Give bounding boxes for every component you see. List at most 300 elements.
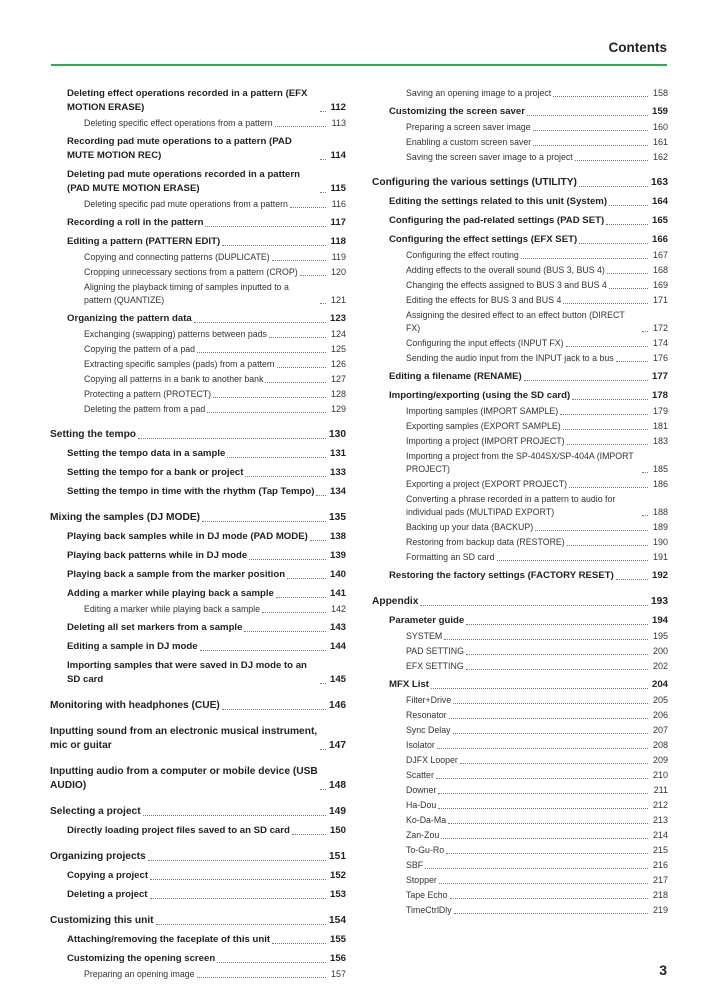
toc-entry-title: Directly loading project files saved to an SD card bbox=[67, 825, 290, 836]
toc-entry[interactable] bbox=[372, 352, 668, 365]
toc-entry[interactable] bbox=[372, 799, 668, 812]
toc-entry-page: 158 bbox=[652, 88, 668, 98]
toc-entry-title: Editing the effects for BUS 3 and BUS 4 bbox=[406, 295, 562, 305]
toc-entry[interactable] bbox=[50, 850, 346, 864]
toc-entry-title: Exchanging (swapping) patterns between pads bbox=[84, 329, 267, 339]
toc-leader-dots bbox=[454, 913, 648, 914]
toc-entry[interactable] bbox=[50, 328, 346, 341]
toc-entry-page: 155 bbox=[329, 934, 346, 945]
toc-entry[interactable] bbox=[50, 117, 346, 130]
toc-leader-dots bbox=[567, 545, 648, 546]
toc-entry[interactable] bbox=[50, 699, 346, 713]
toc-entry[interactable] bbox=[372, 176, 668, 190]
toc-entry-title: Formatting an SD card bbox=[406, 552, 495, 562]
toc-entry[interactable] bbox=[372, 536, 668, 549]
toc-entry[interactable] bbox=[50, 403, 346, 416]
toc-entry-title: Editing the settings related to this unit (System) bbox=[389, 196, 608, 207]
toc-entry-title: Deleting the pattern from a pad bbox=[84, 404, 206, 414]
toc-entry-title: Customizing this unit bbox=[50, 915, 154, 926]
toc-entry-title: Setting the tempo for a bank or project bbox=[67, 467, 244, 478]
toc-entry[interactable] bbox=[50, 725, 346, 753]
toc-entry[interactable] bbox=[372, 874, 668, 887]
toc-entry-page: 144 bbox=[329, 641, 346, 652]
toc-entry-page: 145 bbox=[329, 674, 346, 685]
toc-leader-dots bbox=[607, 273, 648, 274]
toc-leader-dots bbox=[438, 793, 648, 794]
toc-entry[interactable] bbox=[372, 739, 668, 752]
toc-entry-title: Configuring the effect routing bbox=[406, 250, 519, 260]
toc-entry-page: 212 bbox=[652, 800, 668, 810]
toc-leader-dots bbox=[287, 578, 326, 579]
toc-entry[interactable] bbox=[372, 889, 668, 902]
toc-entry[interactable] bbox=[372, 829, 668, 842]
toc-entry-page: 202 bbox=[652, 661, 668, 671]
toc-entry[interactable] bbox=[50, 640, 346, 654]
toc-entry-page: 163 bbox=[651, 177, 668, 188]
toc-leader-dots bbox=[200, 650, 326, 651]
toc-entry-title: Extracting specific samples (pads) from a pattern bbox=[84, 359, 275, 369]
toc-entry-title: Deleting a project bbox=[67, 889, 148, 900]
toc-entry-page: 156 bbox=[329, 953, 346, 964]
toc-entry[interactable] bbox=[372, 105, 668, 119]
toc-entry-page: 114 bbox=[330, 150, 346, 161]
toc-entry-title: Deleting specific effect operations from a pattern bbox=[84, 118, 273, 128]
toc-leader-dots bbox=[320, 111, 326, 112]
toc-entry-page: 142 bbox=[330, 604, 346, 614]
toc-leader-dots bbox=[527, 115, 648, 116]
toc-leader-dots bbox=[227, 457, 326, 458]
toc-entry[interactable] bbox=[50, 485, 346, 499]
toc-entry-title: PAD SETTING bbox=[406, 646, 464, 656]
toc-entry-title: Copying and connecting patterns (DUPLICATE) bbox=[84, 252, 270, 262]
toc-entry-page: 123 bbox=[329, 313, 346, 324]
toc-entry-page: 128 bbox=[330, 389, 346, 399]
toc-leader-dots bbox=[609, 205, 648, 206]
page-header-title: Contents bbox=[608, 40, 667, 55]
toc-entry-title: Isolator bbox=[406, 740, 435, 750]
toc-entry[interactable] bbox=[372, 405, 668, 418]
toc-entry-title: Deleting effect operations recorded in a pattern (EFX MOTION ERASE) bbox=[67, 88, 308, 113]
toc-leader-dots bbox=[150, 898, 327, 899]
toc-entry-page: 178 bbox=[651, 390, 668, 401]
toc-leader-dots bbox=[138, 438, 326, 439]
toc-entry[interactable] bbox=[372, 844, 668, 857]
toc-entry[interactable] bbox=[372, 389, 668, 403]
toc-entry[interactable] bbox=[372, 87, 668, 100]
toc-entry-title: SBF bbox=[406, 860, 424, 870]
toc-leader-dots bbox=[563, 429, 648, 430]
toc-entry-title: Inputting audio from a computer or mobile device (USB AUDIO) bbox=[50, 766, 318, 791]
toc-entry[interactable] bbox=[50, 530, 346, 544]
toc-entry-title: Configuring the input effects (INPUT FX) bbox=[406, 338, 564, 348]
toc-entry[interactable] bbox=[372, 678, 668, 692]
toc-leader-dots bbox=[642, 331, 648, 332]
toc-entry[interactable] bbox=[50, 621, 346, 635]
toc-leader-dots bbox=[320, 683, 326, 684]
toc-entry-title: Importing a project (IMPORT PROJECT) bbox=[406, 436, 565, 446]
toc-entry[interactable] bbox=[50, 266, 346, 279]
toc-entry[interactable] bbox=[50, 888, 346, 902]
toc-entry-page: 147 bbox=[329, 740, 346, 751]
toc-leader-dots bbox=[194, 322, 326, 323]
toc-entry-title: Deleting all set markers from a sample bbox=[67, 622, 243, 633]
toc-entry-page: 210 bbox=[652, 770, 668, 780]
toc-entry[interactable] bbox=[372, 233, 668, 247]
toc-entry-page: 194 bbox=[651, 615, 668, 626]
toc-leader-dots bbox=[642, 472, 648, 473]
toc-entry[interactable] bbox=[372, 420, 668, 433]
toc-entry-title: Saving an opening image to a project bbox=[406, 88, 552, 98]
toc-leader-dots bbox=[575, 160, 648, 161]
toc-entry-title: Editing a sample in DJ mode bbox=[67, 641, 198, 652]
toc-entry[interactable] bbox=[50, 281, 346, 307]
toc-entry-page: 176 bbox=[652, 353, 668, 363]
toc-entry[interactable] bbox=[372, 645, 668, 658]
toc-entry[interactable] bbox=[50, 135, 346, 163]
toc-entry[interactable] bbox=[372, 660, 668, 673]
toc-entry-title: Parameter guide bbox=[389, 615, 465, 626]
toc-leader-dots bbox=[156, 924, 326, 925]
toc-entry[interactable] bbox=[372, 614, 668, 628]
toc-entry-page: 148 bbox=[329, 780, 346, 791]
toc-entry-title: Copying the pattern of a pad bbox=[84, 344, 196, 354]
toc-entry[interactable] bbox=[372, 724, 668, 737]
toc-entry-page: 121 bbox=[330, 295, 346, 305]
toc-entry[interactable] bbox=[372, 450, 668, 476]
toc-entry-page: 117 bbox=[330, 217, 346, 228]
toc-entry[interactable] bbox=[50, 933, 346, 947]
toc-entry[interactable] bbox=[372, 493, 668, 519]
toc-entry-title: Customizing the opening screen bbox=[67, 953, 216, 964]
toc-leader-dots bbox=[449, 718, 648, 719]
toc-entry-page: 124 bbox=[330, 329, 346, 339]
toc-entry-page: 138 bbox=[329, 531, 346, 542]
toc-entry[interactable] bbox=[50, 603, 346, 616]
toc-left-column bbox=[50, 87, 346, 983]
toc-entry-page: 115 bbox=[330, 183, 346, 194]
toc-entry-title: Aligning the playback timing of samples inputted to a pattern (QUANTIZE) bbox=[84, 282, 289, 305]
toc-entry-page: 134 bbox=[329, 486, 346, 497]
toc-leader-dots bbox=[566, 346, 648, 347]
toc-entry-page: 140 bbox=[329, 569, 346, 580]
toc-leader-dots bbox=[202, 521, 326, 522]
toc-entry-title: Zan-Zou bbox=[406, 830, 440, 840]
toc-leader-dots bbox=[272, 260, 326, 261]
toc-entry-page: 211 bbox=[653, 785, 668, 795]
toc-entry-title: Editing a marker while playing back a sample bbox=[84, 604, 261, 614]
toc-leader-dots bbox=[579, 186, 648, 187]
toc-leader-dots bbox=[533, 130, 648, 131]
toc-leader-dots bbox=[569, 487, 648, 488]
toc-leader-dots bbox=[579, 243, 648, 244]
toc-entry-title: Attaching/removing the faceplate of this unit bbox=[67, 934, 271, 945]
toc-leader-dots bbox=[609, 288, 648, 289]
toc-entry[interactable] bbox=[50, 511, 346, 525]
toc-entry[interactable] bbox=[372, 435, 668, 448]
toc-entry[interactable] bbox=[50, 869, 346, 883]
toc-entry-title: Resonator bbox=[406, 710, 447, 720]
toc-entry[interactable] bbox=[50, 235, 346, 249]
toc-leader-dots bbox=[276, 597, 326, 598]
toc-entry-title: Adding effects to the overall sound (BUS 3, BUS 4) bbox=[406, 265, 605, 275]
toc-leader-dots bbox=[150, 879, 326, 880]
toc-leader-dots bbox=[444, 639, 648, 640]
toc-leader-dots bbox=[265, 382, 326, 383]
toc-entry[interactable] bbox=[372, 769, 668, 782]
toc-entry-title: Backing up your data (BACKUP) bbox=[406, 522, 534, 532]
toc-entry[interactable] bbox=[372, 121, 668, 134]
toc-leader-dots bbox=[300, 275, 326, 276]
toc-entry-page: 218 bbox=[652, 890, 668, 900]
toc-entry-page: 179 bbox=[652, 406, 668, 416]
toc-entry-title: DJFX Looper bbox=[406, 755, 458, 765]
toc-entry[interactable] bbox=[50, 388, 346, 401]
toc-entry[interactable] bbox=[50, 168, 346, 196]
toc-entry[interactable] bbox=[50, 914, 346, 928]
toc-entry-page: 116 bbox=[331, 199, 346, 209]
toc-entry[interactable] bbox=[372, 814, 668, 827]
toc-entry[interactable] bbox=[372, 151, 668, 164]
toc-entry-title: Cropping unnecessary sections from a pattern (CROP) bbox=[84, 267, 298, 277]
toc-entry-title: Adding a marker while playing back a sample bbox=[67, 588, 274, 599]
toc-entry[interactable] bbox=[50, 251, 346, 264]
toc-entry[interactable] bbox=[50, 198, 346, 211]
toc-entry-title: Customizing the screen saver bbox=[389, 106, 525, 117]
toc-entry-page: 191 bbox=[652, 552, 668, 562]
header-rule bbox=[51, 64, 667, 66]
toc-entry-title: Enabling a custom screen saver bbox=[406, 137, 532, 147]
toc-leader-dots bbox=[450, 898, 648, 899]
toc-entry-title: Mixing the samples (DJ MODE) bbox=[50, 512, 201, 523]
toc-entry[interactable] bbox=[372, 214, 668, 228]
toc-entry-title: Configuring the effect settings (EFX SET) bbox=[389, 234, 578, 245]
toc-entry[interactable] bbox=[50, 824, 346, 838]
toc-entry-page: 165 bbox=[651, 215, 668, 226]
toc-entry[interactable] bbox=[50, 87, 346, 115]
toc-entry-title: Organizing projects bbox=[50, 851, 146, 862]
toc-entry-page: 186 bbox=[652, 479, 668, 489]
toc-entry-page: 119 bbox=[331, 252, 346, 262]
toc-entry-title: Playing back a sample from the marker position bbox=[67, 569, 286, 580]
toc-entry-title: Setting the tempo data in a sample bbox=[67, 448, 226, 459]
toc-leader-dots bbox=[466, 624, 648, 625]
toc-leader-dots bbox=[553, 96, 648, 97]
toc-entry[interactable] bbox=[372, 136, 668, 149]
toc-entry[interactable] bbox=[372, 337, 668, 350]
toc-entry[interactable] bbox=[372, 521, 668, 534]
toc-entry-page: 146 bbox=[329, 700, 346, 711]
toc-entry-page: 195 bbox=[652, 631, 668, 641]
toc-entry-page: 135 bbox=[329, 512, 346, 523]
toc-entry-title: Importing samples (IMPORT SAMPLE) bbox=[406, 406, 559, 416]
toc-entry-title: Downer bbox=[406, 785, 437, 795]
toc-entry[interactable] bbox=[372, 264, 668, 277]
toc-leader-dots bbox=[320, 303, 326, 304]
toc-entry[interactable] bbox=[372, 784, 668, 797]
toc-entry[interactable] bbox=[372, 569, 668, 583]
toc-leader-dots bbox=[466, 669, 648, 670]
toc-entry-page: 161 bbox=[652, 137, 668, 147]
toc-leader-dots bbox=[245, 476, 326, 477]
toc-leader-dots bbox=[207, 412, 326, 413]
toc-leader-dots bbox=[466, 654, 648, 655]
toc-entry[interactable] bbox=[372, 279, 668, 292]
toc-leader-dots bbox=[244, 631, 326, 632]
toc-entry-page: 169 bbox=[652, 280, 668, 290]
toc-entry-title: Copying all patterns in a bank to another bank bbox=[84, 374, 264, 384]
toc-entry-title: Filter+Drive bbox=[406, 695, 452, 705]
toc-entry[interactable] bbox=[50, 659, 346, 687]
toc-entry-page: 152 bbox=[329, 870, 346, 881]
toc-entry[interactable] bbox=[50, 765, 346, 793]
toc-entry-page: 207 bbox=[652, 725, 668, 735]
toc-leader-dots bbox=[524, 380, 648, 381]
page-number: 3 bbox=[659, 962, 667, 978]
toc-entry-title: Appendix bbox=[372, 596, 419, 607]
toc-entry-title: Deleting pad mute operations recorded in a pattern (PAD MUTE MOTION ERASE) bbox=[67, 169, 300, 194]
toc-entry[interactable] bbox=[372, 249, 668, 262]
toc-entry-title: Preparing a screen saver image bbox=[406, 122, 531, 132]
toc-entry[interactable] bbox=[50, 968, 346, 981]
toc-entry-title: Importing/exporting (using the SD card) bbox=[389, 390, 571, 401]
toc-entry-page: 112 bbox=[330, 102, 346, 113]
toc-entry[interactable] bbox=[50, 447, 346, 461]
toc-entry[interactable] bbox=[50, 312, 346, 326]
toc-leader-dots bbox=[437, 748, 648, 749]
toc-entry-page: 154 bbox=[329, 915, 346, 926]
toc-entry[interactable] bbox=[372, 294, 668, 307]
toc-entry[interactable] bbox=[372, 694, 668, 707]
toc-entry-page: 151 bbox=[329, 851, 346, 862]
toc-leader-dots bbox=[275, 126, 326, 127]
toc-entry[interactable] bbox=[50, 428, 346, 442]
toc-leader-dots bbox=[222, 245, 326, 246]
toc-entry-page: 188 bbox=[652, 507, 668, 517]
toc-entry[interactable] bbox=[372, 859, 668, 872]
toc-entry-page: 181 bbox=[652, 421, 668, 431]
toc-entry-page: 129 bbox=[330, 404, 346, 414]
toc-entry-title: Restoring from backup data (RESTORE) bbox=[406, 537, 565, 547]
toc-entry-title: Recording pad mute operations to a pattern (PAD MUTE MOTION REC) bbox=[67, 136, 292, 161]
toc-entry[interactable] bbox=[372, 195, 668, 209]
toc-entry-title: Importing samples that were saved in DJ mode to an SD card bbox=[67, 660, 307, 685]
toc-leader-dots bbox=[197, 977, 326, 978]
toc-entry-page: 130 bbox=[329, 429, 346, 440]
toc-entry[interactable] bbox=[50, 805, 346, 819]
toc-entry-page: 159 bbox=[651, 106, 668, 117]
toc-entry[interactable] bbox=[372, 709, 668, 722]
toc-leader-dots bbox=[521, 258, 648, 259]
toc-entry-title: Ko-Da-Ma bbox=[406, 815, 447, 825]
toc-entry-title: Playing back patterns while in DJ mode bbox=[67, 550, 248, 561]
toc-entry-title: Organizing the pattern data bbox=[67, 313, 192, 324]
toc-entry-page: 204 bbox=[651, 679, 668, 690]
toc-entry-page: 214 bbox=[652, 830, 668, 840]
toc-entry[interactable] bbox=[372, 630, 668, 643]
toc-entry[interactable] bbox=[50, 358, 346, 371]
toc-entry-title: Tape Echo bbox=[406, 890, 448, 900]
toc-entry-title: Preparing an opening image bbox=[84, 969, 195, 979]
toc-leader-dots bbox=[446, 853, 648, 854]
toc-entry-title: Scatter bbox=[406, 770, 434, 780]
toc-entry-title: Deleting specific pad mute operations from a pattern bbox=[84, 199, 288, 209]
toc-entry-page: 190 bbox=[652, 537, 668, 547]
toc-entry-title: Restoring the factory settings (FACTORY RESET) bbox=[389, 570, 614, 581]
toc-entry-page: 208 bbox=[652, 740, 668, 750]
toc-entry-title: Selecting a project bbox=[50, 806, 141, 817]
toc-entry[interactable] bbox=[50, 343, 346, 356]
toc-entry-page: 126 bbox=[330, 359, 346, 369]
toc-leader-dots bbox=[563, 303, 648, 304]
toc-entry-page: 213 bbox=[652, 815, 668, 825]
toc-entry-title: Monitoring with headphones (CUE) bbox=[50, 700, 220, 711]
toc-entry-title: Protecting a pattern (PROTECT) bbox=[84, 389, 212, 399]
toc-entry-page: 177 bbox=[651, 371, 668, 382]
toc-entry-page: 113 bbox=[331, 118, 346, 128]
toc-entry-page: 139 bbox=[329, 550, 346, 561]
toc-entry-title: Setting the tempo in time with the rhythm (Tap Tempo) bbox=[67, 486, 315, 497]
toc-entry-page: 192 bbox=[651, 570, 668, 581]
toc-leader-dots bbox=[272, 943, 326, 944]
toc-entry-page: 171 bbox=[652, 295, 668, 305]
toc-entry-title: Configuring the pad-related settings (PAD SET) bbox=[389, 215, 605, 226]
toc-entry[interactable] bbox=[372, 370, 668, 384]
toc-entry[interactable] bbox=[50, 549, 346, 563]
toc-leader-dots bbox=[320, 159, 326, 160]
toc-leader-dots bbox=[269, 337, 326, 338]
toc-entry[interactable] bbox=[50, 373, 346, 386]
toc-entry-page: 168 bbox=[652, 265, 668, 275]
toc-leader-dots bbox=[222, 709, 326, 710]
toc-entry[interactable] bbox=[50, 466, 346, 480]
toc-entry[interactable] bbox=[372, 551, 668, 564]
toc-entry[interactable] bbox=[372, 595, 668, 609]
toc-entry-page: 120 bbox=[330, 267, 346, 277]
toc-leader-dots bbox=[438, 808, 648, 809]
toc-entry-page: 162 bbox=[652, 152, 668, 162]
toc-leader-dots bbox=[535, 530, 648, 531]
toc-entry-title: Recording a roll in the pattern bbox=[67, 217, 204, 228]
toc-leader-dots bbox=[436, 778, 648, 779]
toc-entry-title: Assigning the desired effect to an effect button (DIRECT FX) bbox=[406, 310, 625, 333]
toc-entry[interactable] bbox=[372, 478, 668, 491]
toc-entry[interactable] bbox=[372, 754, 668, 767]
toc-leader-dots bbox=[616, 361, 648, 362]
toc-leader-dots bbox=[425, 868, 648, 869]
toc-entry-page: 160 bbox=[652, 122, 668, 132]
toc-leader-dots bbox=[310, 540, 326, 541]
toc-entry-page: 153 bbox=[329, 889, 346, 900]
toc-entry-page: 141 bbox=[329, 588, 346, 599]
toc-entry[interactable] bbox=[372, 904, 668, 917]
toc-entry[interactable] bbox=[50, 587, 346, 601]
toc-entry-page: 166 bbox=[651, 234, 668, 245]
toc-entry-page: 127 bbox=[330, 374, 346, 384]
toc-entry[interactable] bbox=[50, 568, 346, 582]
toc-entry-title: Editing a filename (RENAME) bbox=[389, 371, 522, 382]
toc-entry-page: 157 bbox=[330, 969, 346, 979]
toc-entry-title: Configuring the various settings (UTILITY) bbox=[372, 177, 577, 188]
toc-leader-dots bbox=[213, 397, 326, 398]
toc-entry[interactable] bbox=[50, 952, 346, 966]
toc-entry[interactable] bbox=[372, 309, 668, 335]
toc-entry[interactable] bbox=[50, 216, 346, 230]
toc-entry-title: Exporting a project (EXPORT PROJECT) bbox=[406, 479, 568, 489]
toc-entry-title: EFX SETTING bbox=[406, 661, 464, 671]
toc-entry-page: 174 bbox=[652, 338, 668, 348]
toc-leader-dots bbox=[217, 962, 326, 963]
toc-leader-dots bbox=[453, 733, 649, 734]
